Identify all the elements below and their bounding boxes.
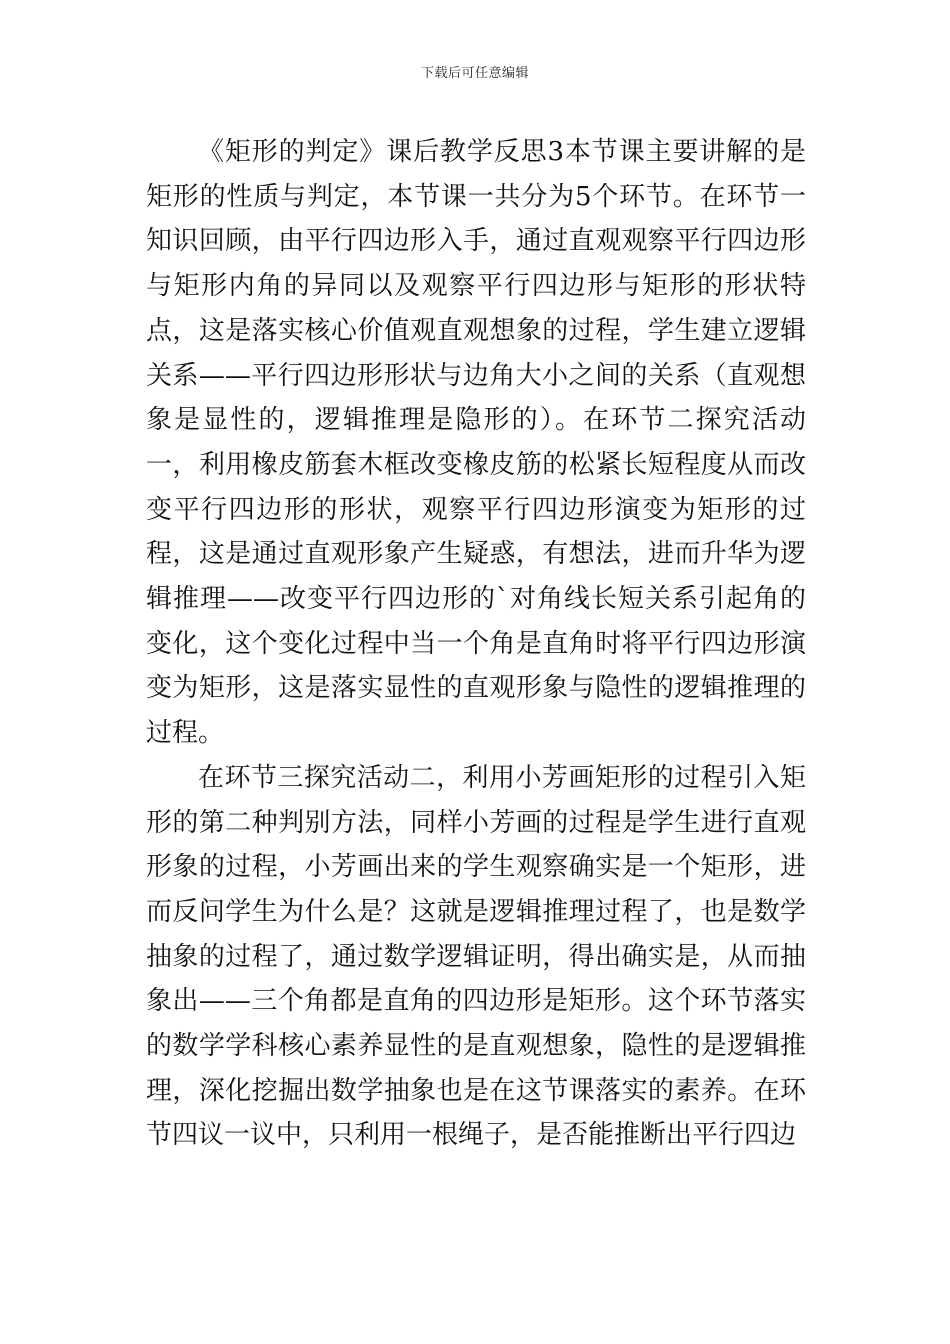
paragraph-2: 在环节三探究活动二，利用小芳画矩形的过程引入矩形的第二种判别方法，同样小芳画的过程是学生进行直观形象的过程，小芳画出来的学生观察确实是一个矩形，进而反问学生为什么是？这就是逻辑推理过程了，也是数学抽象的过程了，通过数学逻辑证明，得出确实是，从而抽象出——三个角都是直角的四边形是矩形。这个环节落实的数学学科核心素养显性的是直观想象，隐性的是逻辑推理，深化挖掘出数学抽象也是在这节课落实的素养。在环节四议一议中，只利用一根绳子，是否能推断出平行四边	[146, 762, 806, 1151]
document-body	[146, 130, 806, 1158]
paragraph-1: 《矩形的判定》课后教学反思3本节课主要讲解的是矩形的性质与判定，本节课一共分为5个环节。在环节一知识回顾，由平行四边形入手，通过直观观察平行四边形与矩形内角的异同以及观察平行四边形与矩形的形状特点，这是落实核心价值观直观想象的过程，学生建立逻辑关系——平行四边形形状与边角大小之间的关系（直观想象是显性的，逻辑推理是隐形的）。在环节二探究活动一，利用橡皮筋套木框改变橡皮筋的松紧长短程度从而改变平行四边形的形状，观察平行四边形演变为矩形的过程，这是通过直观形象产生疑惑，有想法，进而升华为逻辑推理——改变平行四边形的`对角线长短关系引起角的变化，这个变化过程中当一个角是直角时将平行四边形演变为矩形，这是落实显性的直观形象与隐性的逻辑推理的过程。	[146, 137, 806, 749]
page-header: 下载后可任意编辑	[420, 66, 529, 81]
